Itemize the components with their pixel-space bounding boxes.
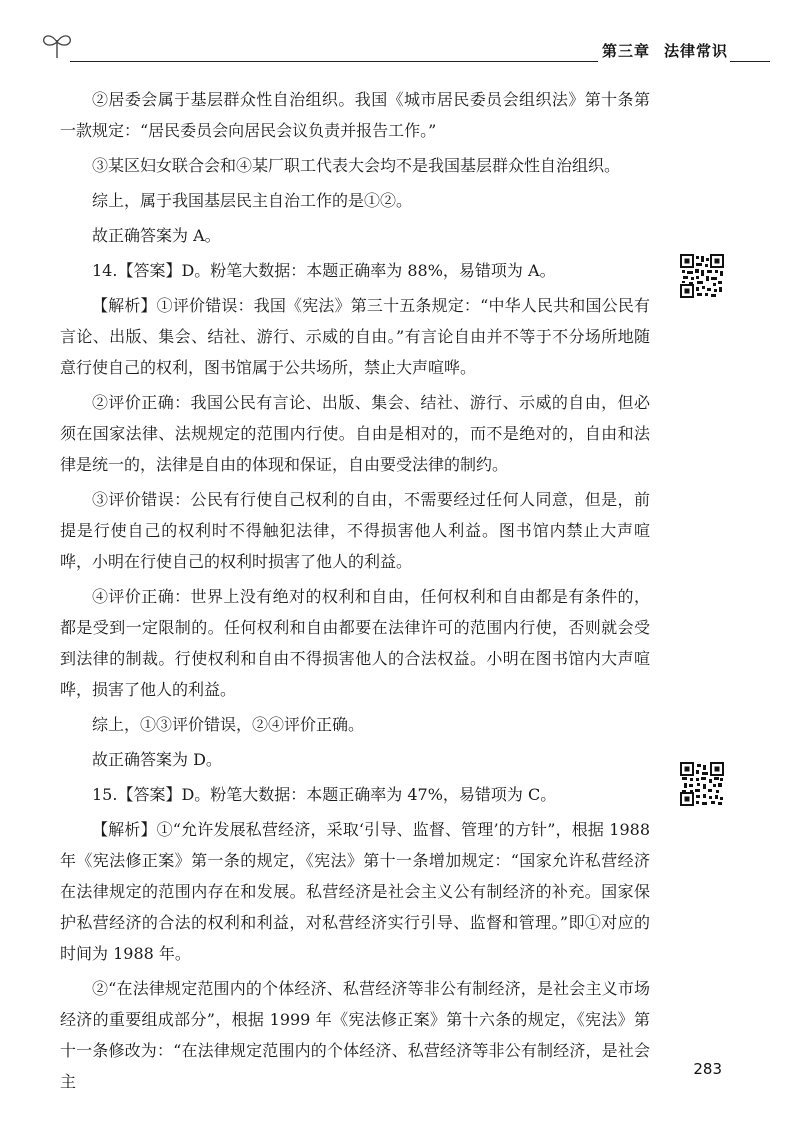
paragraph: 综上，①③评价错误，②④评价正确。 [92, 715, 365, 734]
paragraph: 综上，属于我国基层民主自治工作的是①②。 [92, 191, 413, 210]
analysis-14-3: ③评价错误：公民有行使自己权利的自由，不需要经过任何人同意，但是，前提是行使自己的权利时不得触犯法律，不得损害他人利益。图书馆内禁止大声喧哗，小明在行使自己的权利时损害了他人的利益。 [60, 490, 650, 571]
header-rule-left [70, 61, 598, 62]
answer-14: 14.【答案】D。粉笔大数据：本题正确率为 88%，易错项为 A。 [92, 261, 556, 280]
paragraph: 故正确答案为 D。 [92, 750, 222, 769]
paragraph: 故正确答案为 A。 [92, 226, 221, 245]
analysis-14-4: ④评价正确：世界上没有绝对的权利和自由，任何权利和自由都是有条件的，都是受到一定限制的。任何权利和自由都要在法律许可的范围内行使，否则就会受到法律的制裁。行使权利和自由不得损害他人的合法权益。小明在图书馆内大声喧哗，损害了他人的利益。 [60, 587, 650, 699]
sprout-icon [40, 30, 74, 60]
analysis-15-1: 【解析】①“允许发展私营经济，采取‘引导、监督、管理’的方针”，根据 1988 年《宪法修正案》第一条的规定，《宪法》第十一条增加规定：“国家允许私营经济在法律规定的范围内存在和发展。私营经济是社会主义公有制经济的补充。国家保护私营经济的合法的权利和利益，对私营经济实行引导、监督和管理。”即①对应的时间为 1988 年。 [60, 820, 650, 963]
page-number: 283 [693, 1060, 722, 1078]
answer-15: 15.【答案】D。粉笔大数据：本题正确率为 47%，易错项为 C。 [92, 785, 557, 804]
qr-code-icon[interactable] [680, 762, 724, 806]
chapter-heading [602, 40, 728, 61]
qr-code-icon[interactable] [680, 254, 724, 298]
paragraph: ②居委会属于基层群众性自治组织。我国《城市居民委员会组织法》第十条第一款规定：“居民委员会向居民会议负责并报告工作。” [60, 90, 650, 140]
analysis-15-2: ②“在法律规定范围内的个体经济、私营经济等非公有制经济，是社会主义市场经济的重要组成部分”，根据 1999 年《宪法修正案》第十六条的规定，《宪法》第十一条修改为：“在法律规定范围内的个体经济、私营经济等非公有制经济，是社会主 [60, 979, 650, 1091]
analysis-14-1: 【解析】①评价错误：我国《宪法》第三十五条规定：“中华人民共和国公民有言论、出版、集会、结社、游行、示威的自由。”有言论自由并不等于不分场所地随意行使自己的权利，图书馆属于公共场所，禁止大声喧哗。 [60, 296, 650, 377]
paragraph: ③某区妇女联合会和④某厂职工代表大会均不是我国基层群众性自治组织。 [92, 156, 621, 175]
analysis-14-2: ②评价正确：我国公民有言论、出版、集会、结社、游行、示威的自由，但必须在国家法律、法规规定的范围内行使。自由是相对的，而不是绝对的，自由和法律是统一的，法律是自由的体现和保证，自由要受法律的制约。 [60, 393, 650, 474]
chapter-title: 法律常识 [664, 42, 729, 60]
page-header [30, 28, 770, 68]
header-rule-right [730, 61, 770, 62]
page-body [60, 84, 650, 1101]
chapter-number: 第三章 [602, 42, 651, 60]
